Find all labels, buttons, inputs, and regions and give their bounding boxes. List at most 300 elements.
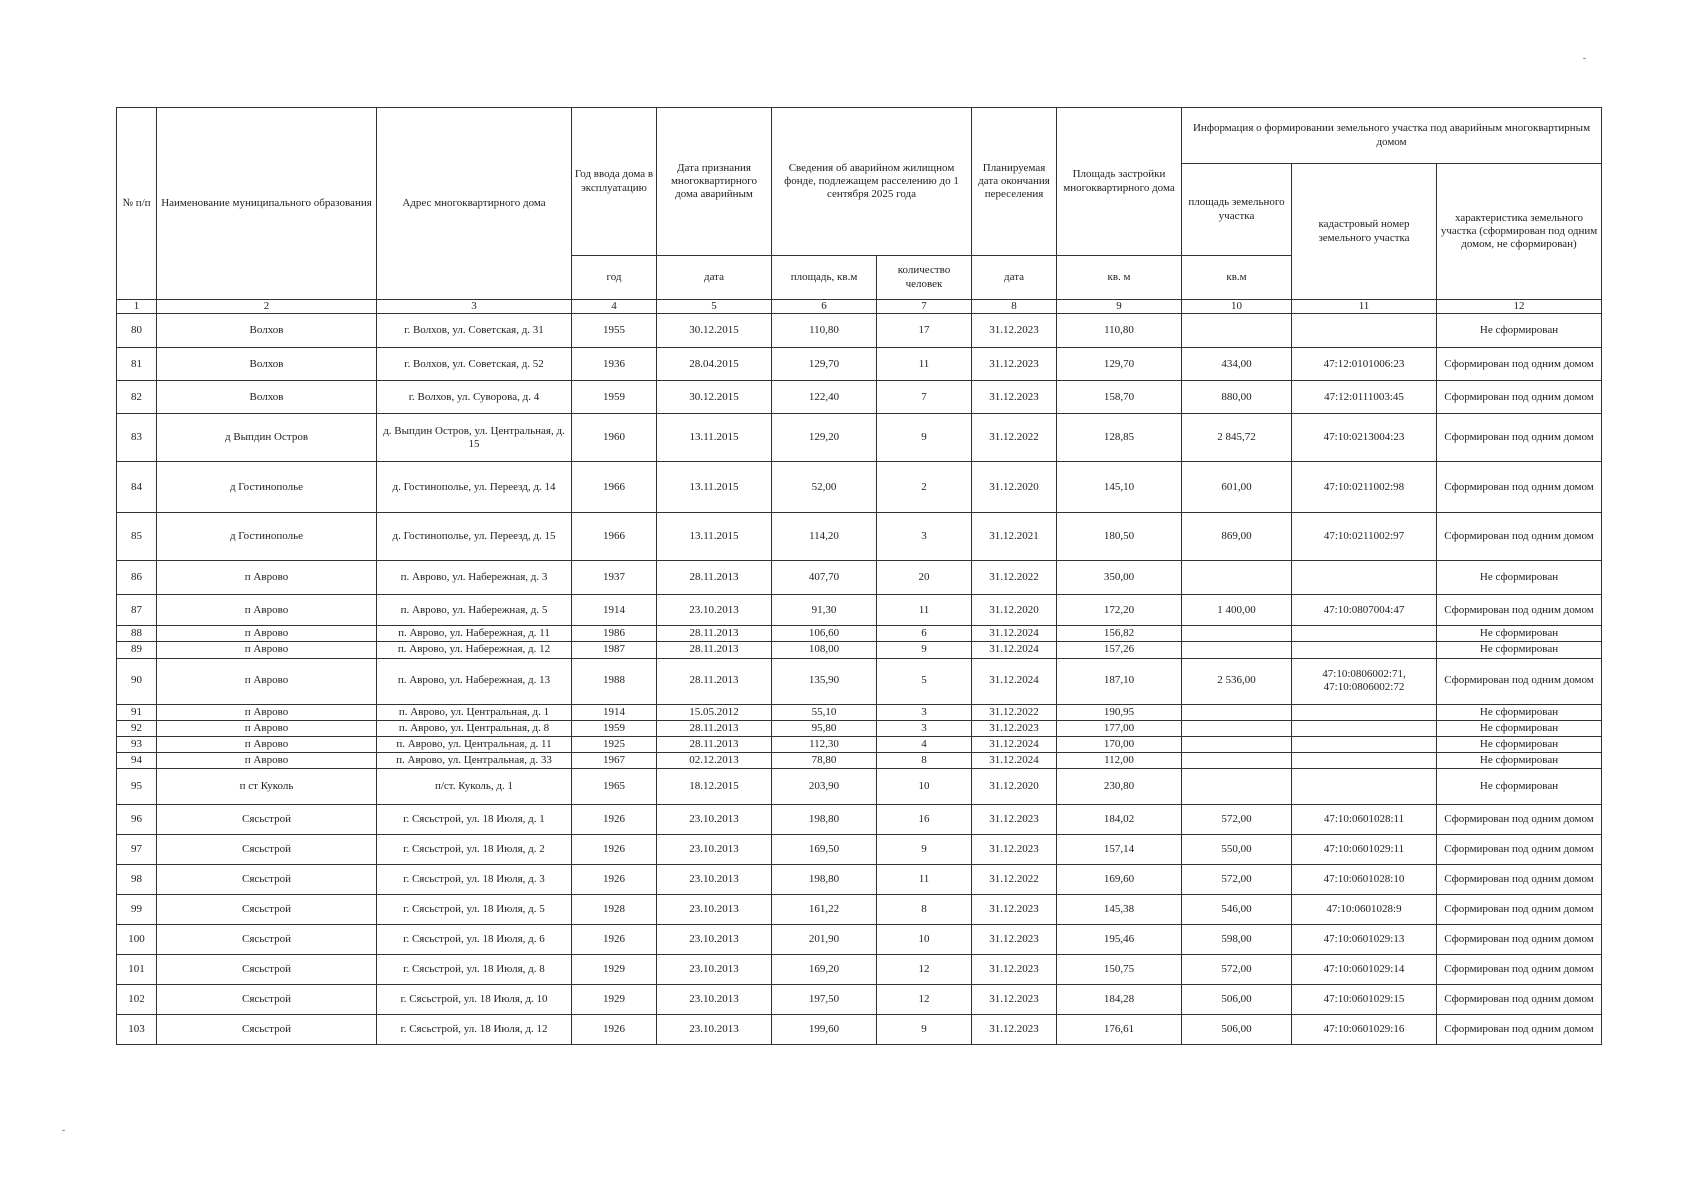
- land-area-cell: 572,00: [1182, 865, 1292, 895]
- people-count-cell: 5: [877, 658, 972, 704]
- municipality-cell: п ст Куколь: [157, 769, 377, 805]
- header-emergency-date: Дата признания многоквартирного дома аварийным: [657, 108, 772, 256]
- header-land-characteristic: характеристика земельного участка (сформирован под одним домом, не сформирован): [1437, 164, 1602, 300]
- address-cell: п. Аврово, ул. Набережная, д. 11: [377, 626, 572, 642]
- header-building-area: Площадь застройки многоквартирного дома: [1057, 108, 1182, 256]
- unit-sqm: кв. м: [1057, 256, 1182, 300]
- municipality-cell: д Гостинополье: [157, 513, 377, 561]
- cadastral-number-cell: 47:10:0806002:71, 47:10:0806002:72: [1292, 658, 1437, 704]
- table-row: [117, 381, 1602, 414]
- address-cell: п. Аврово, ул. Центральная, д. 11: [377, 736, 572, 752]
- municipality-cell: Сясьстрой: [157, 865, 377, 895]
- cadastral-number-cell: 47:10:0601028:11: [1292, 805, 1437, 835]
- municipality-cell: Сясьстрой: [157, 925, 377, 955]
- land-characteristic-cell: Сформирован под одним домом: [1437, 414, 1602, 462]
- land-area-cell: 572,00: [1182, 955, 1292, 985]
- table-row: [117, 1015, 1602, 1045]
- planned-date-cell: 31.12.2024: [972, 736, 1057, 752]
- planned-date-cell: 31.12.2024: [972, 642, 1057, 658]
- commission-year-cell: 1955: [572, 314, 657, 348]
- address-cell: п. Аврово, ул. Центральная, д. 8: [377, 720, 572, 736]
- row-number-cell: 101: [117, 955, 157, 985]
- table-row: [117, 805, 1602, 835]
- cadastral-number-cell: [1292, 561, 1437, 595]
- commission-year-cell: 1966: [572, 462, 657, 513]
- emergency-date-cell: 13.11.2015: [657, 462, 772, 513]
- unit-land-sqm: кв.м: [1182, 256, 1292, 300]
- land-area-cell: [1182, 736, 1292, 752]
- land-characteristic-cell: Сформирован под одним домом: [1437, 925, 1602, 955]
- header-planned-date: Планируемая дата окончания переселения: [972, 108, 1057, 256]
- people-count-cell: 3: [877, 704, 972, 720]
- fund-area-cell: 122,40: [772, 381, 877, 414]
- row-number-cell: 80: [117, 314, 157, 348]
- table-row: [117, 895, 1602, 925]
- land-characteristic-cell: Сформирован под одним домом: [1437, 1015, 1602, 1045]
- building-area-cell: 110,80: [1057, 314, 1182, 348]
- land-characteristic-cell: Сформирован под одним домом: [1437, 895, 1602, 925]
- unit-date: дата: [657, 256, 772, 300]
- commission-year-cell: 1988: [572, 658, 657, 704]
- header-land-info: Информация о формировании земельного участка под аварийным многоквартирным домом: [1182, 108, 1602, 164]
- fund-area-cell: 161,22: [772, 895, 877, 925]
- table-row: [117, 753, 1602, 769]
- emergency-date-cell: 23.10.2013: [657, 865, 772, 895]
- header-emergency-fund: Сведения об аварийном жилищном фонде, подлежащем расселению до 1 сентября 2025 года: [772, 108, 972, 256]
- land-characteristic-cell: Сформирован под одним домом: [1437, 955, 1602, 985]
- planned-date-cell: 31.12.2023: [972, 1015, 1057, 1045]
- column-index: 1: [117, 300, 157, 314]
- land-area-cell: [1182, 704, 1292, 720]
- commission-year-cell: 1926: [572, 835, 657, 865]
- header-land-area: площадь земельного участка: [1182, 164, 1292, 256]
- land-area-cell: [1182, 561, 1292, 595]
- emergency-date-cell: 18.12.2015: [657, 769, 772, 805]
- address-cell: г. Сясьстрой, ул. 18 Июля, д. 2: [377, 835, 572, 865]
- people-count-cell: 11: [877, 348, 972, 381]
- row-number-cell: 87: [117, 595, 157, 626]
- row-number-cell: 89: [117, 642, 157, 658]
- emergency-date-cell: 23.10.2013: [657, 985, 772, 1015]
- cadastral-number-cell: [1292, 753, 1437, 769]
- emergency-date-cell: 28.11.2013: [657, 658, 772, 704]
- fund-area-cell: 135,90: [772, 658, 877, 704]
- municipality-cell: п Аврово: [157, 736, 377, 752]
- people-count-cell: 17: [877, 314, 972, 348]
- cadastral-number-cell: 47:12:0111003:45: [1292, 381, 1437, 414]
- people-count-cell: 8: [877, 895, 972, 925]
- commission-year-cell: 1966: [572, 513, 657, 561]
- row-number-cell: 92: [117, 720, 157, 736]
- building-area-cell: 180,50: [1057, 513, 1182, 561]
- building-area-cell: 172,20: [1057, 595, 1182, 626]
- planned-date-cell: 31.12.2023: [972, 381, 1057, 414]
- emergency-date-cell: 15.05.2012: [657, 704, 772, 720]
- land-area-cell: 546,00: [1182, 895, 1292, 925]
- column-index: 12: [1437, 300, 1602, 314]
- municipality-cell: п Аврово: [157, 626, 377, 642]
- column-index: 7: [877, 300, 972, 314]
- land-area-cell: 550,00: [1182, 835, 1292, 865]
- land-characteristic-cell: Сформирован под одним домом: [1437, 835, 1602, 865]
- building-area-cell: 112,00: [1057, 753, 1182, 769]
- table-row: [117, 985, 1602, 1015]
- emergency-date-cell: 30.12.2015: [657, 314, 772, 348]
- cadastral-number-cell: [1292, 314, 1437, 348]
- address-cell: п. Аврово, ул. Центральная, д. 1: [377, 704, 572, 720]
- emergency-date-cell: 02.12.2013: [657, 753, 772, 769]
- commission-year-cell: 1986: [572, 626, 657, 642]
- land-characteristic-cell: Не сформирован: [1437, 769, 1602, 805]
- emergency-date-cell: 23.10.2013: [657, 1015, 772, 1045]
- fund-area-cell: 203,90: [772, 769, 877, 805]
- cadastral-number-cell: 47:10:0601029:15: [1292, 985, 1437, 1015]
- emergency-housing-table: [116, 107, 1602, 1045]
- row-number-cell: 85: [117, 513, 157, 561]
- municipality-cell: п Аврово: [157, 561, 377, 595]
- land-area-cell: 869,00: [1182, 513, 1292, 561]
- fund-area-cell: 95,80: [772, 720, 877, 736]
- table-row: [117, 720, 1602, 736]
- table-row: [117, 736, 1602, 752]
- land-characteristic-cell: Сформирован под одним домом: [1437, 985, 1602, 1015]
- cadastral-number-cell: 47:10:0211002:98: [1292, 462, 1437, 513]
- table-row: [117, 835, 1602, 865]
- address-cell: п. Аврово, ул. Набережная, д. 3: [377, 561, 572, 595]
- planned-date-cell: 31.12.2023: [972, 835, 1057, 865]
- table-row: [117, 348, 1602, 381]
- land-area-cell: [1182, 720, 1292, 736]
- municipality-cell: Волхов: [157, 314, 377, 348]
- row-number-cell: 86: [117, 561, 157, 595]
- commission-year-cell: 1925: [572, 736, 657, 752]
- fund-area-cell: 169,20: [772, 955, 877, 985]
- cadastral-number-cell: 47:10:0601029:13: [1292, 925, 1437, 955]
- cadastral-number-cell: 47:10:0601029:11: [1292, 835, 1437, 865]
- building-area-cell: 169,60: [1057, 865, 1182, 895]
- table-row: [117, 769, 1602, 805]
- commission-year-cell: 1914: [572, 595, 657, 626]
- people-count-cell: 10: [877, 769, 972, 805]
- commission-year-cell: 1928: [572, 895, 657, 925]
- header-cadastral-number: кадастровый номер земельного участка: [1292, 164, 1437, 300]
- fund-area-cell: 129,20: [772, 414, 877, 462]
- municipality-cell: д Выпдин Остров: [157, 414, 377, 462]
- column-index: 9: [1057, 300, 1182, 314]
- address-cell: г. Сясьстрой, ул. 18 Июля, д. 10: [377, 985, 572, 1015]
- cadastral-number-cell: 47:10:0807004:47: [1292, 595, 1437, 626]
- fund-area-cell: 110,80: [772, 314, 877, 348]
- table-row: [117, 414, 1602, 462]
- commission-year-cell: 1967: [572, 753, 657, 769]
- planned-date-cell: 31.12.2022: [972, 704, 1057, 720]
- cadastral-number-cell: [1292, 736, 1437, 752]
- emergency-date-cell: 13.11.2015: [657, 513, 772, 561]
- address-cell: п. Аврово, ул. Набережная, д. 12: [377, 642, 572, 658]
- building-area-cell: 150,75: [1057, 955, 1182, 985]
- land-characteristic-cell: Не сформирован: [1437, 561, 1602, 595]
- land-area-cell: 2 536,00: [1182, 658, 1292, 704]
- planned-date-cell: 31.12.2024: [972, 753, 1057, 769]
- people-count-cell: 16: [877, 805, 972, 835]
- cadastral-number-cell: [1292, 769, 1437, 805]
- commission-year-cell: 1960: [572, 414, 657, 462]
- people-count-cell: 9: [877, 1015, 972, 1045]
- row-number-cell: 97: [117, 835, 157, 865]
- municipality-cell: Сясьстрой: [157, 985, 377, 1015]
- building-area-cell: 145,38: [1057, 895, 1182, 925]
- column-index: 11: [1292, 300, 1437, 314]
- people-count-cell: 8: [877, 753, 972, 769]
- address-cell: г. Сясьстрой, ул. 18 Июля, д. 5: [377, 895, 572, 925]
- address-cell: п/ст. Куколь, д. 1: [377, 769, 572, 805]
- land-characteristic-cell: Не сформирован: [1437, 720, 1602, 736]
- planned-date-cell: 31.12.2023: [972, 925, 1057, 955]
- planned-date-cell: 31.12.2020: [972, 769, 1057, 805]
- people-count-cell: 7: [877, 381, 972, 414]
- table-row: [117, 462, 1602, 513]
- people-count-cell: 9: [877, 414, 972, 462]
- commission-year-cell: 1914: [572, 704, 657, 720]
- land-characteristic-cell: Не сформирован: [1437, 314, 1602, 348]
- municipality-cell: Волхов: [157, 381, 377, 414]
- people-count-cell: 3: [877, 513, 972, 561]
- planned-date-cell: 31.12.2023: [972, 314, 1057, 348]
- commission-year-cell: 1926: [572, 805, 657, 835]
- building-area-cell: 230,80: [1057, 769, 1182, 805]
- municipality-cell: д Гостинополье: [157, 462, 377, 513]
- column-index: 3: [377, 300, 572, 314]
- building-area-cell: 176,61: [1057, 1015, 1182, 1045]
- column-index-row: [117, 300, 1602, 314]
- table-header: [117, 108, 1602, 314]
- emergency-date-cell: 28.11.2013: [657, 626, 772, 642]
- cadastral-number-cell: 47:10:0601029:14: [1292, 955, 1437, 985]
- building-area-cell: 187,10: [1057, 658, 1182, 704]
- address-cell: п. Аврово, ул. Набережная, д. 13: [377, 658, 572, 704]
- planned-date-cell: 31.12.2023: [972, 348, 1057, 381]
- address-cell: п. Аврово, ул. Набережная, д. 5: [377, 595, 572, 626]
- address-cell: д. Гостинополье, ул. Переезд, д. 15: [377, 513, 572, 561]
- municipality-cell: Волхов: [157, 348, 377, 381]
- land-area-cell: 880,00: [1182, 381, 1292, 414]
- emergency-date-cell: 28.11.2013: [657, 736, 772, 752]
- planned-date-cell: 31.12.2024: [972, 626, 1057, 642]
- unit-plan-date: дата: [972, 256, 1057, 300]
- people-count-cell: 4: [877, 736, 972, 752]
- land-area-cell: 434,00: [1182, 348, 1292, 381]
- land-characteristic-cell: Сформирован под одним домом: [1437, 462, 1602, 513]
- emergency-date-cell: 28.04.2015: [657, 348, 772, 381]
- land-characteristic-cell: Сформирован под одним домом: [1437, 595, 1602, 626]
- planned-date-cell: 31.12.2023: [972, 895, 1057, 925]
- commission-year-cell: 1987: [572, 642, 657, 658]
- table-row: [117, 513, 1602, 561]
- land-area-cell: 601,00: [1182, 462, 1292, 513]
- municipality-cell: Сясьстрой: [157, 835, 377, 865]
- header-address: Адрес многоквартирного дома: [377, 108, 572, 300]
- table-body: [117, 314, 1602, 1045]
- commission-year-cell: 1926: [572, 925, 657, 955]
- emergency-date-cell: 23.10.2013: [657, 955, 772, 985]
- people-count-cell: 11: [877, 865, 972, 895]
- cadastral-number-cell: [1292, 626, 1437, 642]
- row-number-cell: 91: [117, 704, 157, 720]
- row-number-cell: 100: [117, 925, 157, 955]
- row-number-cell: 95: [117, 769, 157, 805]
- table-row: [117, 595, 1602, 626]
- planned-date-cell: 31.12.2020: [972, 462, 1057, 513]
- municipality-cell: п Аврово: [157, 720, 377, 736]
- emergency-date-cell: 23.10.2013: [657, 895, 772, 925]
- land-area-cell: 2 845,72: [1182, 414, 1292, 462]
- emergency-date-cell: 28.11.2013: [657, 642, 772, 658]
- register-sheet: [116, 107, 1602, 1045]
- people-count-cell: 9: [877, 835, 972, 865]
- header-municipality: Наименование муниципального образования: [157, 108, 377, 300]
- emergency-date-cell: 23.10.2013: [657, 805, 772, 835]
- address-cell: д. Гостинополье, ул. Переезд, д. 14: [377, 462, 572, 513]
- land-area-cell: [1182, 753, 1292, 769]
- emergency-date-cell: 30.12.2015: [657, 381, 772, 414]
- land-area-cell: [1182, 769, 1292, 805]
- fund-area-cell: 197,50: [772, 985, 877, 1015]
- row-number-cell: 90: [117, 658, 157, 704]
- address-cell: д. Выпдин Остров, ул. Центральная, д. 15: [377, 414, 572, 462]
- unit-area: площадь, кв.м: [772, 256, 877, 300]
- building-area-cell: 350,00: [1057, 561, 1182, 595]
- people-count-cell: 6: [877, 626, 972, 642]
- commission-year-cell: 1929: [572, 985, 657, 1015]
- emergency-date-cell: 28.11.2013: [657, 561, 772, 595]
- municipality-cell: Сясьстрой: [157, 955, 377, 985]
- land-characteristic-cell: Сформирован под одним домом: [1437, 658, 1602, 704]
- unit-year: год: [572, 256, 657, 300]
- land-area-cell: 1 400,00: [1182, 595, 1292, 626]
- building-area-cell: 158,70: [1057, 381, 1182, 414]
- planned-date-cell: 31.12.2023: [972, 955, 1057, 985]
- cadastral-number-cell: 47:12:0101006:23: [1292, 348, 1437, 381]
- table-row: [117, 561, 1602, 595]
- table-row: [117, 626, 1602, 642]
- planned-date-cell: 31.12.2022: [972, 561, 1057, 595]
- municipality-cell: п Аврово: [157, 642, 377, 658]
- scan-speck: [1583, 58, 1586, 59]
- table-row: [117, 642, 1602, 658]
- municipality-cell: п Аврово: [157, 595, 377, 626]
- fund-area-cell: 114,20: [772, 513, 877, 561]
- row-number-cell: 82: [117, 381, 157, 414]
- building-area-cell: 157,26: [1057, 642, 1182, 658]
- planned-date-cell: 31.12.2023: [972, 720, 1057, 736]
- emergency-date-cell: 28.11.2013: [657, 720, 772, 736]
- address-cell: г. Волхов, ул. Советская, д. 52: [377, 348, 572, 381]
- building-area-cell: 195,46: [1057, 925, 1182, 955]
- commission-year-cell: 1926: [572, 1015, 657, 1045]
- unit-people: количество человек: [877, 256, 972, 300]
- planned-date-cell: 31.12.2022: [972, 414, 1057, 462]
- address-cell: г. Сясьстрой, ул. 18 Июля, д. 8: [377, 955, 572, 985]
- column-index: 6: [772, 300, 877, 314]
- row-number-cell: 102: [117, 985, 157, 1015]
- fund-area-cell: 129,70: [772, 348, 877, 381]
- header-commission-year: Год ввода дома в эксплуатацию: [572, 108, 657, 256]
- land-characteristic-cell: Сформирован под одним домом: [1437, 805, 1602, 835]
- building-area-cell: 128,85: [1057, 414, 1182, 462]
- people-count-cell: 12: [877, 985, 972, 1015]
- land-area-cell: [1182, 314, 1292, 348]
- row-number-cell: 84: [117, 462, 157, 513]
- land-characteristic-cell: Сформирован под одним домом: [1437, 513, 1602, 561]
- municipality-cell: п Аврово: [157, 753, 377, 769]
- address-cell: г. Волхов, ул. Суворова, д. 4: [377, 381, 572, 414]
- row-number-cell: 81: [117, 348, 157, 381]
- commission-year-cell: 1965: [572, 769, 657, 805]
- building-area-cell: 156,82: [1057, 626, 1182, 642]
- column-index: 8: [972, 300, 1057, 314]
- land-characteristic-cell: Не сформирован: [1437, 704, 1602, 720]
- building-area-cell: 129,70: [1057, 348, 1182, 381]
- address-cell: г. Сясьстрой, ул. 18 Июля, д. 12: [377, 1015, 572, 1045]
- table-row: [117, 314, 1602, 348]
- cadastral-number-cell: [1292, 704, 1437, 720]
- cadastral-number-cell: 47:10:0601028:9: [1292, 895, 1437, 925]
- land-characteristic-cell: Не сформирован: [1437, 736, 1602, 752]
- column-index: 4: [572, 300, 657, 314]
- municipality-cell: Сясьстрой: [157, 895, 377, 925]
- people-count-cell: 10: [877, 925, 972, 955]
- building-area-cell: 184,28: [1057, 985, 1182, 1015]
- row-number-cell: 96: [117, 805, 157, 835]
- fund-area-cell: 198,80: [772, 865, 877, 895]
- cadastral-number-cell: [1292, 720, 1437, 736]
- fund-area-cell: 199,60: [772, 1015, 877, 1045]
- fund-area-cell: 169,50: [772, 835, 877, 865]
- table-row: [117, 955, 1602, 985]
- people-count-cell: 11: [877, 595, 972, 626]
- address-cell: п. Аврово, ул. Центральная, д. 33: [377, 753, 572, 769]
- cadastral-number-cell: 47:10:0211002:97: [1292, 513, 1437, 561]
- column-index: 2: [157, 300, 377, 314]
- fund-area-cell: 108,00: [772, 642, 877, 658]
- row-number-cell: 99: [117, 895, 157, 925]
- municipality-cell: п Аврово: [157, 704, 377, 720]
- fund-area-cell: 106,60: [772, 626, 877, 642]
- emergency-date-cell: 13.11.2015: [657, 414, 772, 462]
- commission-year-cell: 1929: [572, 955, 657, 985]
- fund-area-cell: 201,90: [772, 925, 877, 955]
- people-count-cell: 20: [877, 561, 972, 595]
- commission-year-cell: 1936: [572, 348, 657, 381]
- people-count-cell: 2: [877, 462, 972, 513]
- land-characteristic-cell: Сформирован под одним домом: [1437, 865, 1602, 895]
- address-cell: г. Сясьстрой, ул. 18 Июля, д. 1: [377, 805, 572, 835]
- commission-year-cell: 1959: [572, 381, 657, 414]
- land-characteristic-cell: Не сформирован: [1437, 642, 1602, 658]
- planned-date-cell: 31.12.2020: [972, 595, 1057, 626]
- column-index: 5: [657, 300, 772, 314]
- municipality-cell: Сясьстрой: [157, 805, 377, 835]
- cadastral-number-cell: [1292, 642, 1437, 658]
- row-number-cell: 94: [117, 753, 157, 769]
- fund-area-cell: 91,30: [772, 595, 877, 626]
- land-characteristic-cell: Сформирован под одним домом: [1437, 348, 1602, 381]
- fund-area-cell: 52,00: [772, 462, 877, 513]
- land-area-cell: 506,00: [1182, 1015, 1292, 1045]
- row-number-cell: 93: [117, 736, 157, 752]
- planned-date-cell: 31.12.2024: [972, 658, 1057, 704]
- commission-year-cell: 1959: [572, 720, 657, 736]
